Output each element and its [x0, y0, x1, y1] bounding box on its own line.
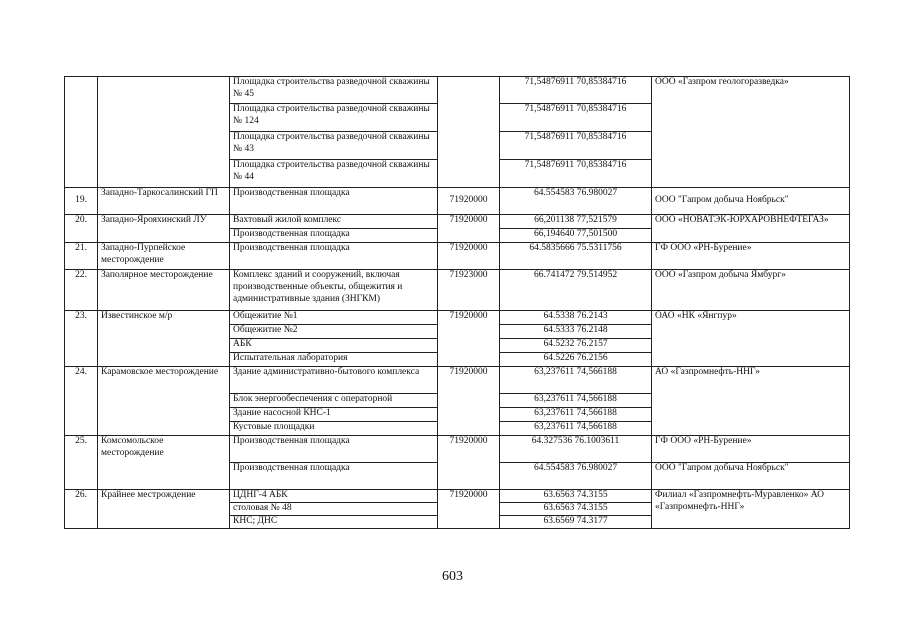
coordinates: 66,194640 77,501500 — [500, 229, 652, 243]
facility-name: Общежитие №1 — [230, 311, 438, 325]
row-number: 20. — [65, 215, 98, 243]
page-number: 603 — [442, 569, 463, 584]
operator-name: ООО "Гапром добыча Ноябрьск" — [652, 463, 850, 490]
okato-code: 71923000 — [438, 270, 500, 311]
coordinates: 64.554583 76.980027 — [500, 463, 652, 490]
field-name — [98, 77, 230, 188]
facility-name: АБК — [230, 339, 438, 353]
coordinates: 64.5835666 75.5311756 — [500, 243, 652, 270]
table-row — [65, 77, 850, 104]
coordinates: 63.6563 74.3155 — [500, 503, 652, 516]
row-number: 25. — [65, 436, 98, 490]
coordinates: 64.5333 76.2148 — [500, 325, 652, 339]
coordinates: 64.327536 76.1003611 — [500, 436, 652, 463]
facility-name: Блок энергообеспечения с операторной — [230, 394, 438, 408]
facility-name: Площадка строительства разведочной скважины № 124 — [230, 104, 438, 132]
facility-name: Площадка строительства разведочной скважины № 44 — [230, 160, 438, 188]
facility-name: ЦДНГ-4 АБК — [230, 490, 438, 503]
field-name: Западно-Ярояхинский ЛУ — [98, 215, 230, 243]
row-number: 22. — [65, 270, 98, 311]
field-name: Заполярное месторождение — [98, 270, 230, 311]
row-number: 21. — [65, 243, 98, 270]
coordinates: 63,237611 74,566188 — [500, 422, 652, 436]
coordinates: 71,54876911 70,85384716 — [500, 160, 652, 188]
table-row — [65, 436, 850, 463]
coordinates: 64.5338 76.2143 — [500, 311, 652, 325]
coordinates: 64.5226 76.2156 — [500, 353, 652, 367]
coordinates: 66,201138 77,521579 — [500, 215, 652, 229]
coordinates: 66.741472 79.514952 — [500, 270, 652, 311]
facility-name: Испытательная лаборатория — [230, 353, 438, 367]
facility-name: Здание насосной КНС-1 — [230, 408, 438, 422]
okato-code: 71920000 — [438, 215, 500, 243]
operator-name: ОАО «НК «Янгпур» — [652, 311, 850, 367]
coordinates: 71,54876911 70,85384716 — [500, 77, 652, 104]
table-row — [65, 490, 850, 503]
operator-name: ООО «НОВАТЭК-ЮРХАРОВНЕФТЕГАЗ» — [652, 215, 850, 243]
facility-name: Производственная площадка — [230, 436, 438, 463]
coordinates: 71,54876911 70,85384716 — [500, 132, 652, 160]
operator-name: АО «Газпромнефть-ННГ» — [652, 367, 850, 436]
coordinates: 63,237611 74,566188 — [500, 367, 652, 394]
table-row — [65, 367, 850, 394]
okato-code: 71920000 — [438, 311, 500, 367]
okato-code: 71920000 — [438, 436, 500, 490]
field-name: Карамовское месторождение — [98, 367, 230, 436]
operator-name: ООО «Газпром добыча Ямбург» — [652, 270, 850, 311]
facility-name: Вахтовый жилой комплекс — [230, 215, 438, 229]
facility-name: столовая № 48 — [230, 503, 438, 516]
row-number — [65, 77, 98, 188]
table-row — [65, 243, 850, 270]
okato-code: 71920000 — [438, 188, 500, 215]
facility-name: Кустовые площадки — [230, 422, 438, 436]
facility-name: Здание административно-бытового комплекса — [230, 367, 438, 394]
objects-table — [64, 76, 850, 529]
facility-name: Комплекс зданий и сооружений, включая производственные объекты, общежития и административные здания (ЗНГКМ) — [230, 270, 438, 311]
field-name: Крайнее местрождение — [98, 490, 230, 529]
coordinates: 63.6569 74.3177 — [500, 516, 652, 529]
facility-name: Общежитие №2 — [230, 325, 438, 339]
okato-code — [438, 77, 500, 188]
coordinates: 63,237611 74,566188 — [500, 394, 652, 408]
row-number: 26. — [65, 490, 98, 529]
coordinates: 63,237611 74,566188 — [500, 408, 652, 422]
facility-name: КНС; ДНС — [230, 516, 438, 529]
table-row — [65, 215, 850, 229]
operator-name: ООО «Газпром геологоразведка» — [652, 77, 850, 188]
facility-name: Производственная площадка — [230, 463, 438, 490]
operator-name: ООО "Гапром добыча Ноябрьск" — [652, 188, 850, 215]
table-row — [65, 188, 850, 215]
field-name: Комсомольское месторождение — [98, 436, 230, 490]
operator-name: Филиал «Газпромнефть-Муравленко» АО «Газпромнефть-ННГ» — [652, 490, 850, 529]
coordinates: 64.554583 76.980027 — [500, 188, 652, 215]
facility-name: Площадка строительства разведочной скважины № 43 — [230, 132, 438, 160]
field-name: Западно-Пурпейское месторождение — [98, 243, 230, 270]
facility-name: Производственная площадка — [230, 188, 438, 215]
facility-name: Площадка строительства разведочной скважины № 45 — [230, 77, 438, 104]
okato-code: 71920000 — [438, 243, 500, 270]
operator-name: ГФ ООО «РН-Бурение» — [652, 243, 850, 270]
table-row — [65, 270, 850, 311]
facility-name: Производственная площадка — [230, 243, 438, 270]
row-number: 23. — [65, 311, 98, 367]
field-name: Западно-Таркосалинский ГП — [98, 188, 230, 215]
coordinates: 64.5232 76.2157 — [500, 339, 652, 353]
field-name: Известинское м/р — [98, 311, 230, 367]
okato-code: 71920000 — [438, 367, 500, 436]
table-row — [65, 311, 850, 325]
row-number: 19. — [65, 188, 98, 215]
okato-code: 71920000 — [438, 490, 500, 529]
coordinates: 63.6563 74.3155 — [500, 490, 652, 503]
operator-name: ГФ ООО «РН-Бурение» — [652, 436, 850, 463]
facility-name: Производственная площадка — [230, 229, 438, 243]
coordinates: 71,54876911 70,85384716 — [500, 104, 652, 132]
row-number: 24. — [65, 367, 98, 436]
